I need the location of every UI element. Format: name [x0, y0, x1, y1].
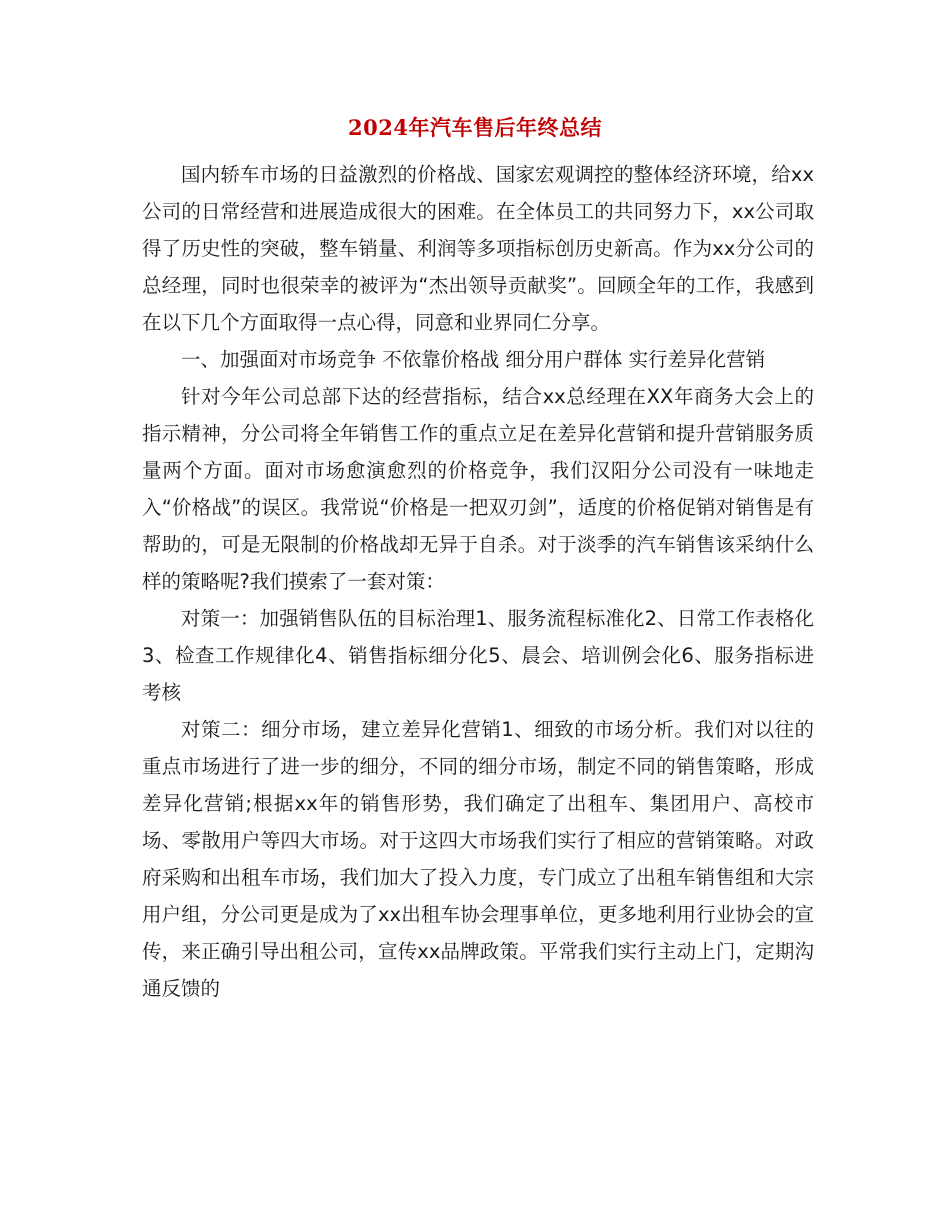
- paragraph-section-1: 针对今年公司总部下达的经营指标，结合xx总经理在XX年商务大会上的指示精神，分公司将全年销售工作的重点立足在差异化营销和提升营销服务质量两个方面。面对市场愈演愈烈的价格竞争，我们汉阳分公司没有一味地走入“价格战”的误区。我常说“价格是一把双刃剑”，适度的价格促销对销售是有帮助的，可是无限制的价格战却无异于自杀。对于淡季的汽车销售该采纳什么样的策略呢?我们摸索了一套对策：: [142, 385, 814, 593]
- paragraph-strategy-2: 对策二：细分市场，建立差异化营销1、细致的市场分析。我们对以往的重点市场进行了进一步的细分，不同的细分市场，制定不同的销售策略，形成差异化营销;根据xx年的销售形势，我们确定了出租车、集团用户、高校市场、零散用户等四大市场。对于这四大市场我们实行了相应的营销策略。对政府采购和出租车市场，我们加大了投入力度，专门成立了出租车销售组和大宗用户组，分公司更是成为了xx出租车协会理事单位，更多地利用行业协会的宣传，来正确引导出租公司，宣传xx品牌政策。平常我们实行主动上门，定期沟通反馈的: [142, 718, 814, 1000]
- document-title: 2024年汽车售后年终总结: [348, 115, 602, 140]
- document-body: [142, 156, 814, 1007]
- paragraph-intro: 国内轿车市场的日益激烈的价格战、国家宏观调控的整体经济环境，给xx公司的日常经营和进展造成很大的困难。在全体员工的共同努力下，xx公司取得了历史性的突破，整车销量、利润等多项指标创历史新高。作为xx分公司的总经理，同时也很荣幸的被评为“杰出领导贡献奖”。回顾全年的工作，我感到在以下几个方面取得一点心得，同意和业界同仁分享。: [142, 163, 814, 334]
- section-heading-1: 一、加强面对市场竞争 不依靠价格战 细分用户群体 实行差异化营销: [181, 348, 766, 371]
- paragraph-strategy-1: 对策一：加强销售队伍的目标治理1、服务流程标准化2、日常工作表格化3、检查工作规律化4、销售指标细分化5、晨会、培训例会化6、服务指标进考核: [142, 607, 814, 704]
